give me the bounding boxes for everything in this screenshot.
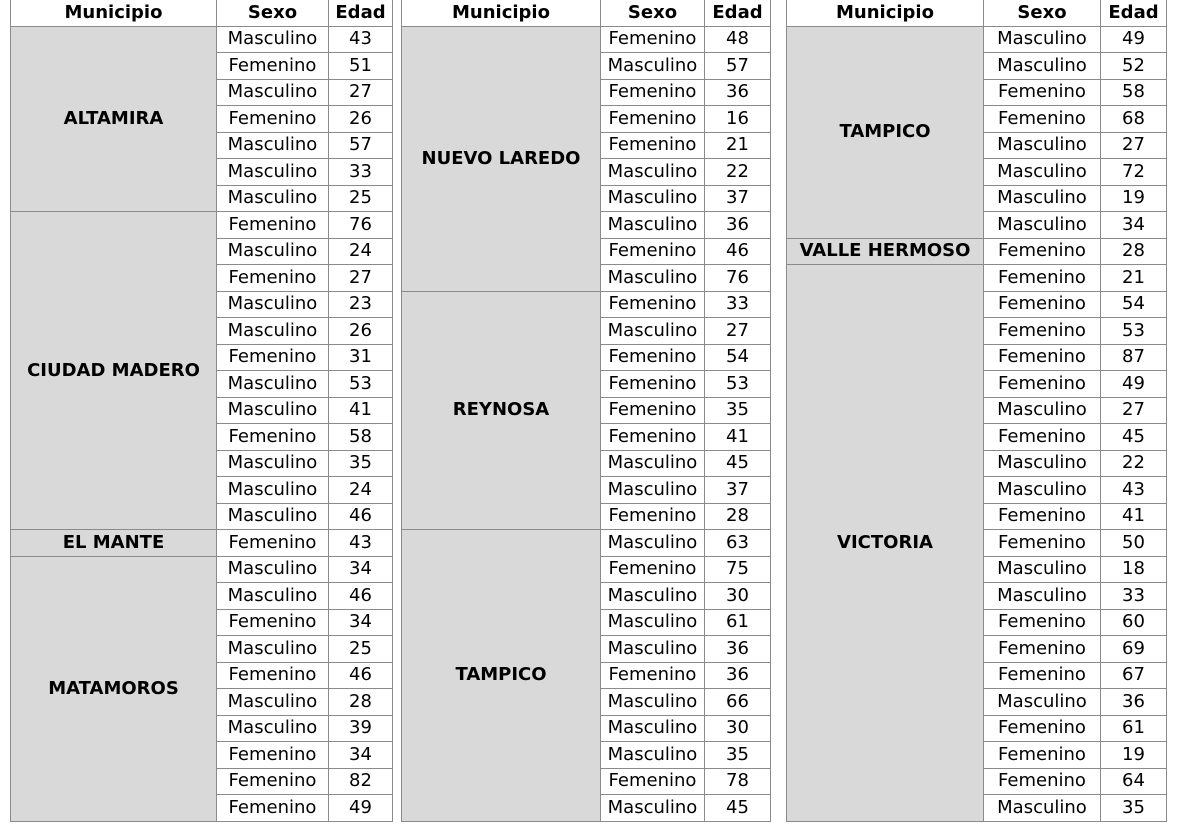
edad-header: Edad [1101, 0, 1167, 26]
municipio-cell: TAMPICO [787, 26, 984, 238]
sexo-cell: Femenino [217, 265, 329, 292]
sexo-cell: Masculino [601, 159, 705, 186]
edad-cell: 49 [329, 795, 393, 822]
edad-cell: 53 [705, 371, 771, 398]
sexo-cell: Femenino [601, 768, 705, 795]
edad-cell: 60 [1101, 609, 1167, 636]
sexo-cell: Masculino [984, 212, 1101, 239]
sexo-cell: Masculino [984, 159, 1101, 186]
edad-cell: 28 [705, 503, 771, 530]
edad-cell: 27 [1101, 397, 1167, 424]
sexo-cell: Femenino [217, 662, 329, 689]
sexo-cell: Femenino [601, 371, 705, 398]
table-row [11, 212, 393, 239]
sexo-cell: Femenino [984, 715, 1101, 742]
sexo-cell: Masculino [217, 291, 329, 318]
sexo-cell: Masculino [217, 185, 329, 212]
sexo-cell: Masculino [601, 265, 705, 292]
sexo-cell: Masculino [984, 477, 1101, 504]
sexo-cell: Masculino [217, 371, 329, 398]
table-row [402, 291, 771, 318]
municipio-cell: MATAMOROS [11, 556, 217, 821]
sexo-cell: Femenino [217, 742, 329, 769]
municipio-cell: VALLE HERMOSO [787, 238, 984, 265]
sexo-cell: Femenino [984, 79, 1101, 106]
edad-cell: 49 [1101, 26, 1167, 53]
edad-cell: 75 [705, 556, 771, 583]
edad-cell: 36 [705, 212, 771, 239]
table-row [787, 26, 1167, 53]
sexo-cell: Masculino [984, 689, 1101, 716]
edad-cell: 43 [1101, 477, 1167, 504]
edad-cell: 45 [705, 450, 771, 477]
edad-cell: 54 [1101, 291, 1167, 318]
sexo-cell: Masculino [217, 583, 329, 610]
edad-cell: 33 [1101, 583, 1167, 610]
sexo-cell: Femenino [601, 556, 705, 583]
edad-cell: 46 [329, 662, 393, 689]
sexo-cell: Masculino [984, 583, 1101, 610]
table-block-1 [10, 0, 393, 822]
table-row [11, 530, 393, 557]
edad-cell: 33 [329, 159, 393, 186]
sexo-cell: Masculino [984, 795, 1101, 822]
table-row [11, 26, 393, 53]
sexo-cell: Masculino [601, 689, 705, 716]
sexo-cell: Masculino [217, 159, 329, 186]
municipio-header: Municipio [402, 0, 601, 26]
edad-cell: 28 [1101, 238, 1167, 265]
table-block-3 [786, 0, 1167, 822]
sexo-cell: Masculino [984, 132, 1101, 159]
sexo-cell: Masculino [984, 185, 1101, 212]
sexo-cell: Femenino [984, 609, 1101, 636]
edad-cell: 27 [705, 318, 771, 345]
edad-cell: 57 [705, 53, 771, 80]
sexo-cell: Femenino [984, 636, 1101, 663]
table-row [402, 26, 771, 53]
sexo-cell: Masculino [601, 609, 705, 636]
edad-cell: 87 [1101, 344, 1167, 371]
municipio-cell: ALTAMIRA [11, 26, 217, 212]
edad-cell: 61 [705, 609, 771, 636]
sexo-cell: Masculino [217, 689, 329, 716]
edad-cell: 34 [329, 742, 393, 769]
sexo-cell: Femenino [217, 53, 329, 80]
edad-cell: 39 [329, 715, 393, 742]
sexo-cell: Femenino [984, 106, 1101, 133]
edad-cell: 82 [329, 768, 393, 795]
sexo-cell: Masculino [601, 318, 705, 345]
sexo-cell: Femenino [601, 132, 705, 159]
sexo-cell: Femenino [217, 212, 329, 239]
sexo-cell: Masculino [601, 795, 705, 822]
municipio-cell: REYNOSA [402, 291, 601, 530]
sexo-cell: Masculino [601, 450, 705, 477]
sexo-cell: Femenino [217, 609, 329, 636]
sexo-cell: Femenino [984, 503, 1101, 530]
sexo-cell: Femenino [984, 742, 1101, 769]
edad-cell: 34 [329, 609, 393, 636]
edad-cell: 22 [705, 159, 771, 186]
sexo-header: Sexo [601, 0, 705, 26]
sexo-header: Sexo [984, 0, 1101, 26]
sexo-cell: Femenino [984, 318, 1101, 345]
sexo-cell: Femenino [984, 238, 1101, 265]
sexo-cell: Masculino [984, 556, 1101, 583]
municipio-cell: EL MANTE [11, 530, 217, 557]
edad-cell: 25 [329, 185, 393, 212]
edad-cell: 27 [1101, 132, 1167, 159]
municipio-header: Municipio [11, 0, 217, 26]
sexo-cell: Masculino [601, 212, 705, 239]
sexo-cell: Femenino [984, 662, 1101, 689]
sexo-cell: Femenino [601, 79, 705, 106]
edad-cell: 52 [1101, 53, 1167, 80]
edad-header: Edad [705, 0, 771, 26]
sexo-cell: Femenino [984, 344, 1101, 371]
edad-cell: 50 [1101, 530, 1167, 557]
edad-cell: 21 [1101, 265, 1167, 292]
edad-cell: 19 [1101, 742, 1167, 769]
edad-cell: 16 [705, 106, 771, 133]
edad-cell: 35 [705, 742, 771, 769]
sexo-cell: Masculino [601, 53, 705, 80]
edad-cell: 46 [705, 238, 771, 265]
edad-cell: 61 [1101, 715, 1167, 742]
sexo-cell: Femenino [984, 371, 1101, 398]
sexo-cell: Femenino [601, 106, 705, 133]
edad-cell: 51 [329, 53, 393, 80]
header-row [402, 0, 771, 26]
edad-cell: 26 [329, 318, 393, 345]
edad-cell: 28 [329, 689, 393, 716]
sexo-cell: Masculino [984, 397, 1101, 424]
sexo-cell: Femenino [217, 768, 329, 795]
sexo-cell: Masculino [601, 742, 705, 769]
edad-cell: 46 [329, 583, 393, 610]
edad-cell: 53 [329, 371, 393, 398]
table-row [787, 265, 1167, 292]
sexo-cell: Femenino [217, 795, 329, 822]
edad-cell: 35 [329, 450, 393, 477]
sexo-cell: Femenino [601, 238, 705, 265]
edad-cell: 64 [1101, 768, 1167, 795]
sexo-cell: Masculino [984, 26, 1101, 53]
edad-cell: 37 [705, 477, 771, 504]
edad-cell: 36 [705, 79, 771, 106]
sexo-cell: Femenino [217, 106, 329, 133]
edad-cell: 33 [705, 291, 771, 318]
edad-cell: 41 [1101, 503, 1167, 530]
sexo-cell: Masculino [217, 79, 329, 106]
edad-cell: 72 [1101, 159, 1167, 186]
table-row [787, 238, 1167, 265]
sexo-cell: Masculino [601, 530, 705, 557]
edad-cell: 26 [329, 106, 393, 133]
edad-cell: 46 [329, 503, 393, 530]
sexo-cell: Masculino [217, 556, 329, 583]
sexo-cell: Masculino [984, 450, 1101, 477]
sexo-cell: Masculino [601, 715, 705, 742]
edad-cell: 22 [1101, 450, 1167, 477]
edad-cell: 19 [1101, 185, 1167, 212]
edad-cell: 23 [329, 291, 393, 318]
edad-cell: 43 [329, 530, 393, 557]
sexo-cell: Masculino [217, 477, 329, 504]
edad-cell: 18 [1101, 556, 1167, 583]
edad-cell: 34 [1101, 212, 1167, 239]
sexo-cell: Femenino [217, 344, 329, 371]
edad-cell: 31 [329, 344, 393, 371]
edad-cell: 35 [1101, 795, 1167, 822]
sexo-cell: Masculino [217, 636, 329, 663]
sexo-cell: Masculino [217, 132, 329, 159]
edad-cell: 68 [1101, 106, 1167, 133]
sexo-cell: Masculino [601, 636, 705, 663]
edad-cell: 48 [705, 26, 771, 53]
edad-header: Edad [329, 0, 393, 26]
municipio-cell: TAMPICO [402, 530, 601, 822]
edad-cell: 36 [705, 662, 771, 689]
sexo-header: Sexo [217, 0, 329, 26]
sexo-cell: Masculino [217, 397, 329, 424]
sexo-cell: Masculino [984, 53, 1101, 80]
table-row [402, 530, 771, 557]
sexo-cell: Masculino [217, 318, 329, 345]
edad-cell: 78 [705, 768, 771, 795]
edad-cell: 76 [329, 212, 393, 239]
edad-cell: 41 [329, 397, 393, 424]
edad-cell: 67 [1101, 662, 1167, 689]
edad-cell: 27 [329, 79, 393, 106]
edad-cell: 30 [705, 715, 771, 742]
table-block-2 [401, 0, 771, 822]
sexo-cell: Femenino [984, 424, 1101, 451]
municipio-header: Municipio [787, 0, 984, 26]
sexo-cell: Femenino [601, 662, 705, 689]
edad-cell: 30 [705, 583, 771, 610]
sexo-cell: Femenino [601, 397, 705, 424]
edad-cell: 36 [705, 636, 771, 663]
edad-cell: 45 [1101, 424, 1167, 451]
municipio-cell: VICTORIA [787, 265, 984, 822]
edad-cell: 49 [1101, 371, 1167, 398]
sexo-cell: Femenino [601, 344, 705, 371]
header-row [787, 0, 1167, 26]
edad-cell: 24 [329, 238, 393, 265]
edad-cell: 35 [705, 397, 771, 424]
sexo-cell: Femenino [217, 424, 329, 451]
sexo-cell: Masculino [217, 26, 329, 53]
municipio-cell: NUEVO LAREDO [402, 26, 601, 291]
edad-cell: 63 [705, 530, 771, 557]
edad-cell: 41 [705, 424, 771, 451]
sexo-cell: Femenino [601, 26, 705, 53]
sexo-cell: Masculino [217, 450, 329, 477]
edad-cell: 34 [329, 556, 393, 583]
sexo-cell: Masculino [217, 238, 329, 265]
sexo-cell: Masculino [217, 715, 329, 742]
sexo-cell: Masculino [217, 503, 329, 530]
edad-cell: 54 [705, 344, 771, 371]
edad-cell: 37 [705, 185, 771, 212]
sexo-cell: Femenino [601, 424, 705, 451]
sexo-cell: Femenino [217, 530, 329, 557]
edad-cell: 66 [705, 689, 771, 716]
sexo-cell: Masculino [601, 477, 705, 504]
table-row [11, 556, 393, 583]
sexo-cell: Masculino [601, 583, 705, 610]
edad-cell: 36 [1101, 689, 1167, 716]
edad-cell: 69 [1101, 636, 1167, 663]
header-row [11, 0, 393, 26]
sexo-cell: Femenino [601, 291, 705, 318]
sexo-cell: Femenino [601, 503, 705, 530]
edad-cell: 43 [329, 26, 393, 53]
edad-cell: 58 [329, 424, 393, 451]
sexo-cell: Femenino [984, 291, 1101, 318]
municipio-cell: CIUDAD MADERO [11, 212, 217, 530]
sexo-cell: Masculino [601, 185, 705, 212]
edad-cell: 21 [705, 132, 771, 159]
sexo-cell: Femenino [984, 530, 1101, 557]
edad-cell: 58 [1101, 79, 1167, 106]
edad-cell: 27 [329, 265, 393, 292]
sexo-cell: Femenino [984, 265, 1101, 292]
edad-cell: 57 [329, 132, 393, 159]
sexo-cell: Femenino [984, 768, 1101, 795]
edad-cell: 24 [329, 477, 393, 504]
edad-cell: 25 [329, 636, 393, 663]
edad-cell: 76 [705, 265, 771, 292]
edad-cell: 53 [1101, 318, 1167, 345]
edad-cell: 45 [705, 795, 771, 822]
